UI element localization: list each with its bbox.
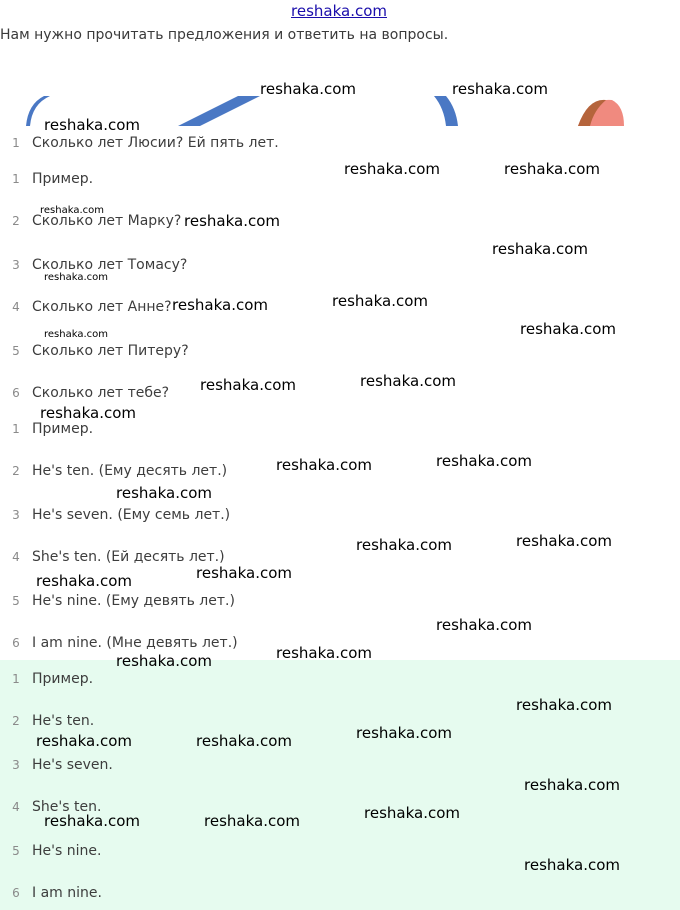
intro-text: Нам нужно прочитать предложения и ответить на вопросы. [0,27,449,43]
item-text: Пример. [32,421,94,437]
item-number: 6 [12,636,20,650]
watermark: reshaka.com [44,116,140,134]
answer-item [0,840,101,862]
item-text: Сколько лет Анне? [32,299,172,315]
watermark: reshaka.com [44,812,140,830]
watermark: reshaka.com [492,240,588,258]
watermark: reshaka.com [196,732,292,750]
item-text: Сколько лет Томасу? [32,257,188,273]
list-item [0,168,93,190]
watermark: reshaka.com [40,404,136,422]
watermark: reshaka.com [516,532,612,550]
item-number: 6 [12,386,20,400]
watermark: reshaka.com [172,296,268,314]
item-number: 5 [12,344,20,358]
item-number: 2 [12,214,20,228]
item-text: Пример. [32,171,94,187]
answer-item [0,882,102,904]
watermark: reshaka.com [356,724,452,742]
blue-slash [178,96,260,126]
item-text: He's nine. [32,843,102,859]
watermark: reshaka.com [276,644,372,662]
site-link[interactable]: reshaka.com [291,2,387,20]
item-text: She's ten. (Ей десять лет.) [32,549,225,565]
list-item [0,460,227,482]
list-item [0,590,235,612]
item-text: Сколько лет Люсии? Ей пять лет. [32,135,279,151]
watermark: reshaka.com [40,205,104,216]
item-number: 1 [12,672,20,686]
watermark: reshaka.com [452,80,548,98]
watermark: reshaka.com [360,372,456,390]
watermark: reshaka.com [196,564,292,582]
watermark: reshaka.com [356,536,452,554]
item-number: 1 [12,172,20,186]
item-text: He's nine. (Ему девять лет.) [32,593,235,609]
watermark: reshaka.com [524,776,620,794]
watermark: reshaka.com [116,484,212,502]
item-text: He's seven. [32,757,113,773]
list-item [0,632,238,654]
watermark: reshaka.com [200,376,296,394]
watermark: reshaka.com [44,272,108,283]
answer-item [0,754,113,776]
watermark: reshaka.com [364,804,460,822]
watermark: reshaka.com [116,652,212,670]
blue-arc-right [434,96,458,126]
item-number: 4 [12,300,20,314]
item-text: Пример. [32,671,94,687]
list-item [0,132,279,154]
watermark: reshaka.com [36,572,132,590]
list-item [0,546,225,568]
item-number: 6 [12,886,20,900]
item-text: Сколько лет тебе? [32,385,170,401]
item-number: 3 [12,508,20,522]
item-number: 3 [12,258,20,272]
item-text: I am nine. [32,885,102,901]
watermark: reshaka.com [436,616,532,634]
item-number: 3 [12,758,20,772]
watermark: reshaka.com [260,80,356,98]
item-number: 4 [12,800,20,814]
list-item [0,340,189,362]
watermark: reshaka.com [184,212,280,230]
watermark: reshaka.com [44,329,108,340]
item-text: Сколько лет Питеру? [32,343,189,359]
item-number: 2 [12,714,20,728]
answer-item [0,668,93,690]
item-text: She's ten. [32,799,102,815]
item-number: 5 [12,844,20,858]
watermark: reshaka.com [504,160,600,178]
watermark: reshaka.com [516,696,612,714]
item-text: He's ten. [32,713,95,729]
list-item [0,382,169,404]
item-text: He's ten. (Ему десять лет.) [32,463,228,479]
item-number: 2 [12,464,20,478]
watermark: reshaka.com [204,812,300,830]
watermark: reshaka.com [520,320,616,338]
item-text: Сколько лет Марку? [32,213,182,229]
item-number: 1 [12,136,20,150]
item-number: 4 [12,550,20,564]
list-item [0,296,172,318]
watermark: reshaka.com [344,160,440,178]
answer-item [0,710,94,732]
item-text: He's seven. (Ему семь лет.) [32,507,231,523]
watermark: reshaka.com [436,452,532,470]
list-item [0,504,230,526]
watermark: reshaka.com [332,292,428,310]
item-number: 5 [12,594,20,608]
item-number: 1 [12,422,20,436]
watermark: reshaka.com [276,456,372,474]
item-text: I am nine. (Мне девять лет.) [32,635,238,651]
watermark: reshaka.com [36,732,132,750]
watermark: reshaka.com [524,856,620,874]
